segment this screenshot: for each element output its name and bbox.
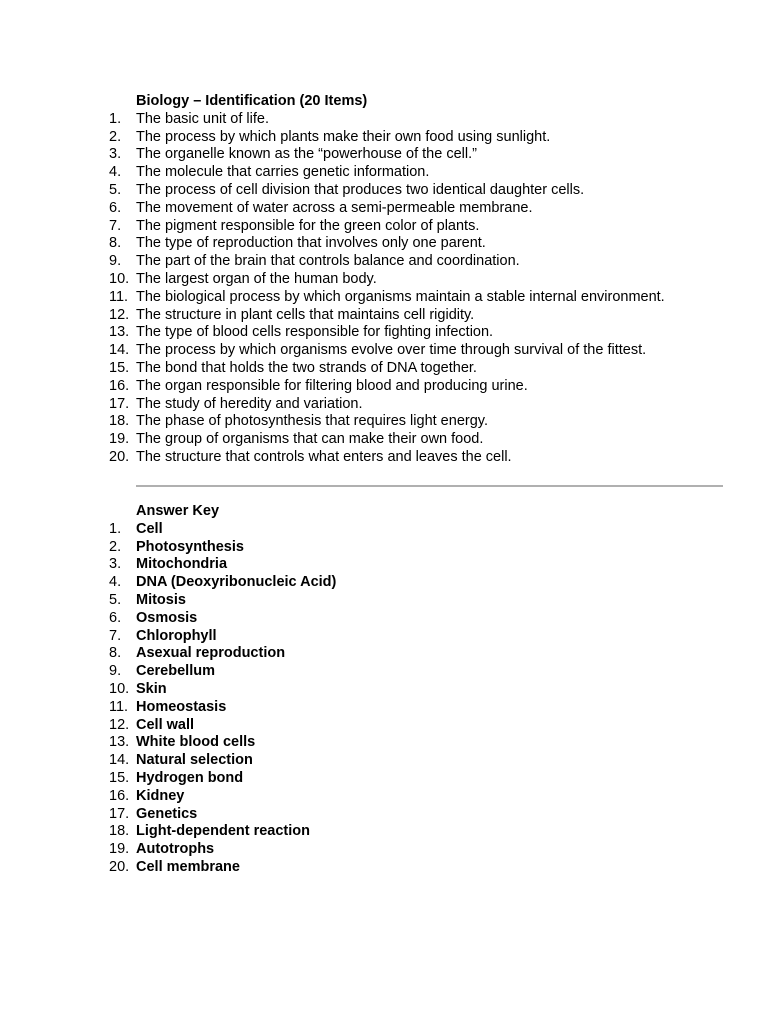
answer-item [109,859,677,877]
item-number: 4. [109,164,122,181]
item-number: 18. [109,413,130,430]
answer-item [109,628,677,646]
item-text: The organ responsible for filtering blood and producing urine. [136,377,528,394]
item-text: Cell membrane [136,858,240,875]
item-text: The pigment responsible for the green color of plants. [136,217,480,234]
answer-item [109,788,677,806]
question-item [109,342,677,360]
item-text: Kidney [136,787,185,804]
answer-item [109,610,677,628]
question-item [109,307,677,325]
question-item [109,413,677,431]
answer-item [109,539,677,557]
answer-item [109,592,677,610]
item-number: 15. [109,769,130,786]
item-number: 17. [109,395,130,412]
item-text: Asexual reproduction [136,645,286,662]
item-number: 14. [109,752,130,769]
answer-item [109,734,677,752]
answer-item [109,841,677,859]
item-number: 3. [109,556,122,573]
item-number: 4. [109,574,122,591]
item-text: Autotrophs [136,841,215,858]
item-number: 18. [109,823,130,840]
quiz-section [109,93,677,467]
quiz-heading: Biology – Identification (20 Items) [136,93,368,109]
item-number: 1. [109,110,122,127]
question-item [109,378,677,396]
answer-item [109,752,677,770]
answer-item [109,699,677,717]
question-item [109,111,677,129]
item-text: Mitochondria [136,556,228,573]
answer-key-section [109,503,677,877]
item-number: 12. [109,716,130,733]
answer-item [109,770,677,788]
question-item [109,271,677,289]
question-item [109,396,677,414]
answer-key-heading: Answer Key [136,503,220,519]
item-number: 20. [109,858,130,875]
item-text: Skin [136,680,167,697]
answer-item [109,806,677,824]
answer-item [109,574,677,592]
item-number: 16. [109,377,130,394]
item-number: 9. [109,663,122,680]
item-text: Mitosis [136,591,186,608]
item-number: 8. [109,235,122,252]
item-text: The structure in plant cells that maintains cell rigidity. [136,306,475,323]
item-text: The organelle known as the “powerhouse of the cell.” [136,146,477,163]
item-number: 13. [109,734,130,751]
item-number: 19. [109,841,130,858]
item-number: 10. [109,680,130,697]
item-text: Cell [136,520,163,537]
answer-item [109,717,677,735]
item-text: The phase of photosynthesis that requires light energy. [136,413,488,430]
item-text: Cerebellum [136,663,215,680]
question-item [109,146,677,164]
answer-item [109,645,677,663]
question-item [109,324,677,342]
item-number: 11. [109,698,129,715]
item-number: 2. [109,538,122,555]
item-number: 14. [109,342,130,359]
item-text: The study of heredity and variation. [136,395,363,412]
item-number: 19. [109,431,130,448]
item-text: Chlorophyll [136,627,217,644]
item-number: 5. [109,181,122,198]
item-text: The molecule that carries genetic information. [136,164,430,181]
item-text: The structure that controls what enters and leaves the cell. [136,448,512,465]
item-text: The part of the brain that controls balance and coordination. [136,253,520,270]
question-item [109,164,677,182]
item-text: Homeostasis [136,698,227,715]
answer-item [109,521,677,539]
item-text: The largest organ of the human body. [136,270,377,287]
item-number: 20. [109,448,130,465]
item-text: Light-dependent reaction [136,823,310,840]
question-item [109,182,677,200]
question-item [109,360,677,378]
item-number: 6. [109,199,122,216]
item-number: 1. [109,520,122,537]
item-number: 13. [109,324,130,341]
item-text: Osmosis [136,609,198,626]
item-text: The movement of water across a semi-permeable membrane. [136,199,533,216]
item-text: Natural selection [136,752,253,769]
item-number: 10. [109,270,130,287]
item-number: 8. [109,645,122,662]
item-text: The basic unit of life. [136,110,269,127]
question-item [109,289,677,307]
question-item [109,200,677,218]
question-item [109,218,677,236]
item-text: The process by which organisms evolve over time through survival of the fittest. [136,342,647,359]
item-text: The type of blood cells responsible for fighting infection. [136,324,494,341]
answer-item [109,823,677,841]
item-text: The bond that holds the two strands of DNA together. [136,359,477,376]
answer-key-list [109,521,677,877]
item-text: The group of organisms that can make their own food. [136,431,484,448]
item-text: White blood cells [136,734,256,751]
item-text: DNA (Deoxyribonucleic Acid) [136,574,337,591]
item-number: 6. [109,609,122,626]
item-number: 16. [109,787,130,804]
item-text: Hydrogen bond [136,769,244,786]
item-text: The biological process by which organisms maintain a stable internal environment. [136,288,665,305]
item-number: 15. [109,359,130,376]
item-text: Cell wall [136,716,195,733]
item-number: 11. [109,288,129,305]
section-divider [136,485,723,487]
item-text: Genetics [136,805,198,822]
answer-item [109,556,677,574]
item-text: The type of reproduction that involves only one parent. [136,235,486,252]
question-item [109,449,677,467]
item-number: 7. [109,217,122,234]
item-number: 7. [109,627,122,644]
question-item [109,129,677,147]
question-item [109,431,677,449]
answer-item [109,663,677,681]
item-number: 9. [109,253,122,270]
item-number: 12. [109,306,130,323]
question-item [109,235,677,253]
item-number: 5. [109,591,122,608]
answer-item [109,681,677,699]
item-text: The process of cell division that produces two identical daughter cells. [136,181,585,198]
quiz-list [109,111,677,467]
item-number: 3. [109,146,122,163]
question-item [109,253,677,271]
item-number: 2. [109,128,122,145]
item-number: 17. [109,805,130,822]
item-text: The process by which plants make their own food using sunlight. [136,128,551,145]
item-text: Photosynthesis [136,538,244,555]
